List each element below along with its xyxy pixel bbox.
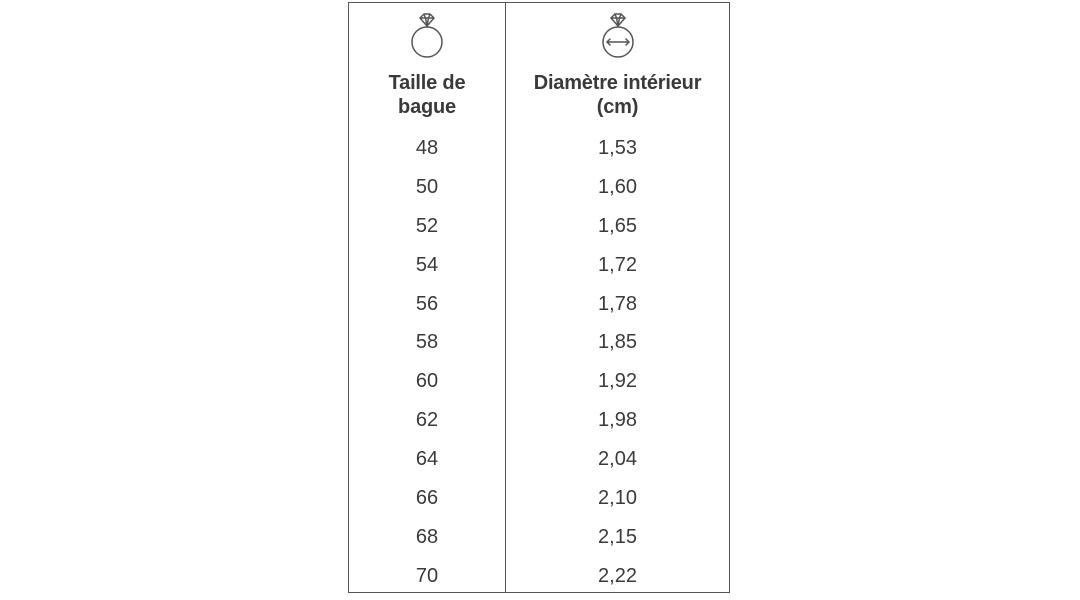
- ring-diameter-icon: [598, 11, 638, 59]
- ring-size-cell: 58: [415, 331, 439, 354]
- inner-diameter-cell: 1,72: [598, 253, 637, 276]
- ring-size-cell: 50: [415, 175, 439, 198]
- ring-size-cell: 56: [415, 292, 439, 315]
- ring-size-cell: 70: [415, 564, 439, 587]
- ring-size-cell: 64: [415, 448, 439, 471]
- column-ring-size: [349, 3, 506, 592]
- inner-diameter-cell: 2,22: [598, 564, 637, 587]
- ring-size-cell: 52: [415, 214, 439, 237]
- column-header-ring-size: Taille de bague: [388, 72, 466, 118]
- inner-diameter-cell: 2,04: [598, 448, 637, 471]
- inner-diameter-cell: 1,92: [598, 370, 637, 393]
- ring-size-cell: 66: [415, 487, 439, 510]
- inner-diameter-cell: 1,53: [598, 137, 637, 159]
- column-header-inner-diameter: Diamètre intérieur (cm): [533, 72, 702, 118]
- inner-diameter-cell: 2,15: [598, 525, 637, 548]
- inner-diameter-cell: 1,98: [598, 409, 637, 432]
- inner-diameter-cell: 1,65: [598, 214, 637, 237]
- ring-size-cell: 54: [415, 253, 439, 276]
- inner-diameter-cell: 1,78: [598, 292, 637, 315]
- ring-size-cell: 62: [415, 409, 439, 432]
- column-inner-diameter: [506, 3, 729, 592]
- inner-diameter-cell: 2,10: [598, 487, 637, 510]
- ring-size-cell: 48: [415, 137, 439, 159]
- ring-size-table: [348, 2, 730, 593]
- ring-icon: [407, 11, 447, 59]
- ring-size-list: [349, 129, 505, 596]
- inner-diameter-list: [506, 129, 729, 596]
- ring-size-cell: 68: [415, 525, 439, 548]
- inner-diameter-cell: 1,85: [598, 331, 637, 354]
- inner-diameter-cell: 1,60: [598, 175, 637, 198]
- ring-size-cell: 60: [415, 370, 439, 393]
